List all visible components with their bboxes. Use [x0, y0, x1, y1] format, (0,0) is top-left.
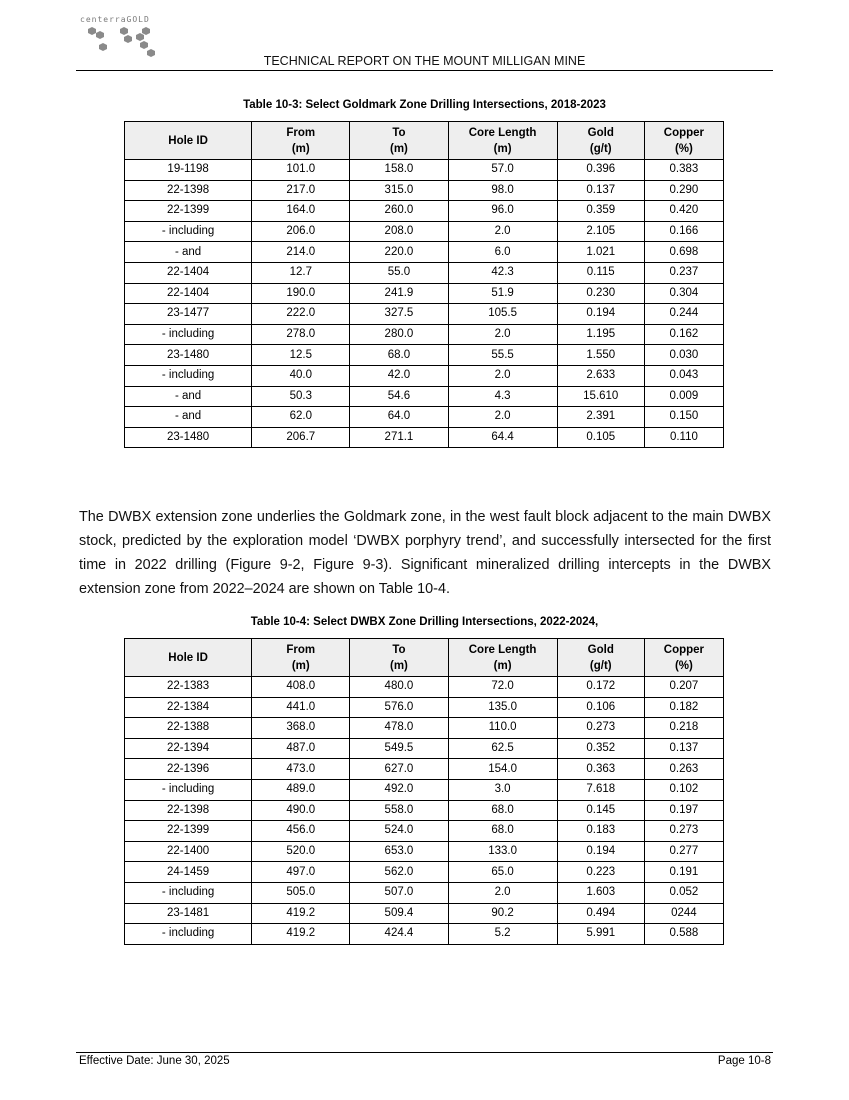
table-cell: 15.610 — [557, 386, 644, 407]
logo-wordmark: centerraGOLD — [80, 15, 150, 24]
column-header-label: From — [286, 126, 316, 139]
table-cell: 98.0 — [448, 180, 557, 201]
table-row — [125, 759, 724, 780]
goldmark-drilling-table — [124, 121, 724, 448]
table-cell: 0.396 — [557, 160, 644, 181]
table-cell: 505.0 — [252, 882, 350, 903]
table-cell: 0.237 — [644, 262, 723, 283]
table-cell: 0.009 — [644, 386, 723, 407]
table-cell: 0.218 — [644, 718, 723, 739]
column-header — [125, 122, 252, 160]
table-cell: 0.137 — [557, 180, 644, 201]
table-cell: 22-1400 — [125, 841, 252, 862]
table1-caption: Table 10-3: Select Goldmark Zone Drilling Intersections, 2018-2023 — [243, 99, 606, 111]
column-header-label: Gold — [587, 643, 614, 656]
table-cell: 220.0 — [350, 242, 448, 263]
table-row — [125, 386, 724, 407]
table-cell: 217.0 — [252, 180, 350, 201]
table-row — [125, 283, 724, 304]
table-cell: 19-1198 — [125, 160, 252, 181]
table-cell: 222.0 — [252, 304, 350, 325]
table-cell: 0.194 — [557, 304, 644, 325]
column-header — [252, 122, 350, 160]
table-cell: 62.5 — [448, 738, 557, 759]
table-row — [125, 365, 724, 386]
table-row — [125, 924, 724, 945]
table-cell: 206.7 — [252, 427, 350, 448]
column-header-unit: (%) — [674, 659, 693, 672]
table-cell: 490.0 — [252, 800, 350, 821]
table-cell: 12.7 — [252, 262, 350, 283]
column-header-unit: (m) — [493, 659, 512, 672]
table-cell: 0.290 — [644, 180, 723, 201]
table-cell: 2.633 — [557, 365, 644, 386]
dwbx-drilling-table — [124, 638, 724, 945]
table-cell: 55.0 — [350, 262, 448, 283]
column-header — [557, 122, 644, 160]
table-cell: 3.0 — [448, 779, 557, 800]
table-cell: 0.166 — [644, 221, 723, 242]
column-header-unit: (m) — [291, 142, 310, 155]
table-row — [125, 862, 724, 883]
table-cell: 65.0 — [448, 862, 557, 883]
table-cell: 456.0 — [252, 821, 350, 842]
page-number: Page 10-8 — [717, 1055, 771, 1067]
table-cell: 62.0 — [252, 407, 350, 428]
table-cell: 22-1398 — [125, 180, 252, 201]
column-header — [350, 122, 448, 160]
table-cell: 0.588 — [644, 924, 723, 945]
table-cell: 50.3 — [252, 386, 350, 407]
table-cell: 0.273 — [557, 718, 644, 739]
table-row — [125, 324, 724, 345]
table-cell: 0.162 — [644, 324, 723, 345]
table-cell: 0.304 — [644, 283, 723, 304]
table-cell: 2.105 — [557, 221, 644, 242]
table-cell: 0.172 — [557, 677, 644, 698]
table-cell: 424.4 — [350, 924, 448, 945]
table-cell: 1.603 — [557, 882, 644, 903]
table-cell: 214.0 — [252, 242, 350, 263]
table-cell: 0.191 — [644, 862, 723, 883]
column-header-unit: (m) — [291, 659, 310, 672]
table-cell: 2.0 — [448, 365, 557, 386]
table-row — [125, 800, 724, 821]
table-cell: 55.5 — [448, 345, 557, 366]
table-cell: 419.2 — [252, 903, 350, 924]
table-row — [125, 262, 724, 283]
table-cell: 4.3 — [448, 386, 557, 407]
table-cell: 0.106 — [557, 697, 644, 718]
table-cell: 489.0 — [252, 779, 350, 800]
table-cell: 260.0 — [350, 201, 448, 222]
table-cell: 509.4 — [350, 903, 448, 924]
body-paragraph: The DWBX extension zone underlies the Goldmark zone, in the west fault block adjacent to the main DWBX stock, predicted by the exploration model ‘DWBX porphyry trend’, and successfully intersected for the first time in 2022 drilling (Figure 9-2, Figure 9-3). Significant mineralized drilling intercepts in the DWBX extension zone from 2022–2024 are shown on Table 10-4. — [79, 509, 771, 597]
table-cell: 2.0 — [448, 882, 557, 903]
table-cell: 68.0 — [350, 345, 448, 366]
table-header-row — [125, 122, 724, 160]
table-cell: 68.0 — [448, 821, 557, 842]
table-row — [125, 345, 724, 366]
table-cell: 524.0 — [350, 821, 448, 842]
column-header-unit: (g/t) — [589, 659, 612, 672]
table-cell: 2.0 — [448, 324, 557, 345]
table-row — [125, 427, 724, 448]
table-cell: 5.991 — [557, 924, 644, 945]
table-cell: 0.183 — [557, 821, 644, 842]
table-row — [125, 841, 724, 862]
table-cell: 0.105 — [557, 427, 644, 448]
table-cell: 22-1388 — [125, 718, 252, 739]
table-cell: 2.391 — [557, 407, 644, 428]
table-cell: 0.223 — [557, 862, 644, 883]
table-cell: 23-1481 — [125, 903, 252, 924]
table-cell: 480.0 — [350, 677, 448, 698]
table-cell: 0.197 — [644, 800, 723, 821]
table-cell: 473.0 — [252, 759, 350, 780]
table-cell: 23-1480 — [125, 345, 252, 366]
table-row — [125, 697, 724, 718]
table-row — [125, 407, 724, 428]
table-cell: 0.383 — [644, 160, 723, 181]
column-header-label: Hole ID — [168, 651, 208, 664]
table-row — [125, 738, 724, 759]
table-cell: 22-1384 — [125, 697, 252, 718]
table-cell: 0.359 — [557, 201, 644, 222]
table-cell: 1.550 — [557, 345, 644, 366]
table-cell: 0.263 — [644, 759, 723, 780]
table-cell: 0.244 — [644, 304, 723, 325]
table-cell: 64.4 — [448, 427, 557, 448]
table-row — [125, 779, 724, 800]
table-cell: 0.420 — [644, 201, 723, 222]
table-cell: 627.0 — [350, 759, 448, 780]
table2-caption: Table 10-4: Select DWBX Zone Drilling Intersections, 2022-2024, — [250, 616, 599, 628]
table-cell: 2.0 — [448, 221, 557, 242]
table-cell: 158.0 — [350, 160, 448, 181]
column-header — [644, 122, 723, 160]
table-cell: 0.030 — [644, 345, 723, 366]
table-row — [125, 180, 724, 201]
table-cell: 7.618 — [557, 779, 644, 800]
column-header — [350, 639, 448, 677]
table-cell: 22-1396 — [125, 759, 252, 780]
table-cell: 22-1383 — [125, 677, 252, 698]
column-header-label: Copper — [663, 126, 705, 139]
table-cell: - including — [125, 365, 252, 386]
table-cell: 0.273 — [644, 821, 723, 842]
table-cell: 0.052 — [644, 882, 723, 903]
table-cell: 562.0 — [350, 862, 448, 883]
table-cell: 0.115 — [557, 262, 644, 283]
table-cell: 90.2 — [448, 903, 557, 924]
table-cell: 408.0 — [252, 677, 350, 698]
column-header-label: From — [286, 643, 316, 656]
table-cell: 23-1480 — [125, 427, 252, 448]
table-cell: 280.0 — [350, 324, 448, 345]
column-header — [557, 639, 644, 677]
table-row — [125, 242, 724, 263]
table-cell: 0.363 — [557, 759, 644, 780]
table-cell: 96.0 — [448, 201, 557, 222]
table-row — [125, 304, 724, 325]
table-cell: 135.0 — [448, 697, 557, 718]
column-header-unit: (m) — [389, 659, 408, 672]
column-header-unit: (g/t) — [589, 142, 612, 155]
table-cell: 1.021 — [557, 242, 644, 263]
table-cell: 110.0 — [448, 718, 557, 739]
table-row — [125, 201, 724, 222]
table-cell: 5.2 — [448, 924, 557, 945]
table-cell: 0.137 — [644, 738, 723, 759]
table-cell: 0.182 — [644, 697, 723, 718]
header-divider — [76, 70, 773, 71]
table-cell: 497.0 — [252, 862, 350, 883]
table-cell: 441.0 — [252, 697, 350, 718]
table-cell: 278.0 — [252, 324, 350, 345]
table-cell: 0.698 — [644, 242, 723, 263]
table-cell: 0.277 — [644, 841, 723, 862]
table-cell: - including — [125, 924, 252, 945]
column-header-label: Core Length — [468, 126, 537, 139]
table-cell: 64.0 — [350, 407, 448, 428]
column-header-label: To — [392, 126, 406, 139]
table-cell: 57.0 — [448, 160, 557, 181]
effective-date: Effective Date: June 30, 2025 — [79, 1055, 230, 1067]
table-cell: 51.9 — [448, 283, 557, 304]
table-cell: - and — [125, 386, 252, 407]
table-cell: 0.230 — [557, 283, 644, 304]
table-cell: 0.494 — [557, 903, 644, 924]
table-cell: 164.0 — [252, 201, 350, 222]
table-cell: 0.145 — [557, 800, 644, 821]
table-cell: 40.0 — [252, 365, 350, 386]
table-cell: 0.194 — [557, 841, 644, 862]
table-cell: 520.0 — [252, 841, 350, 862]
table-cell: 12.5 — [252, 345, 350, 366]
column-header-label: Gold — [587, 126, 614, 139]
column-header-unit: (m) — [389, 142, 408, 155]
table-cell: 1.195 — [557, 324, 644, 345]
table-row — [125, 821, 724, 842]
table-row — [125, 160, 724, 181]
table-cell: 653.0 — [350, 841, 448, 862]
table-cell: - and — [125, 407, 252, 428]
table-cell: 22-1399 — [125, 821, 252, 842]
column-header-label: Copper — [663, 643, 705, 656]
table-row — [125, 221, 724, 242]
table-cell: 22-1404 — [125, 262, 252, 283]
table-cell: 0.043 — [644, 365, 723, 386]
table-cell: 487.0 — [252, 738, 350, 759]
table-cell: 154.0 — [448, 759, 557, 780]
table-cell: 23-1477 — [125, 304, 252, 325]
column-header-label: To — [392, 643, 406, 656]
table-cell: 0.352 — [557, 738, 644, 759]
column-header-label: Hole ID — [168, 134, 208, 147]
column-header — [644, 639, 723, 677]
table-row — [125, 882, 724, 903]
table-cell: 54.6 — [350, 386, 448, 407]
table-cell: 0.207 — [644, 677, 723, 698]
table-cell: 105.5 — [448, 304, 557, 325]
table-cell: 0244 — [644, 903, 723, 924]
table-cell: - and — [125, 242, 252, 263]
table-cell: 22-1399 — [125, 201, 252, 222]
table-cell: 68.0 — [448, 800, 557, 821]
table-cell: 0.102 — [644, 779, 723, 800]
table-cell: 507.0 — [350, 882, 448, 903]
footer-divider — [76, 1052, 773, 1053]
table-cell: 327.5 — [350, 304, 448, 325]
table-row — [125, 718, 724, 739]
table-cell: 208.0 — [350, 221, 448, 242]
table-cell: 101.0 — [252, 160, 350, 181]
column-header — [252, 639, 350, 677]
column-header — [448, 122, 557, 160]
table-cell: 133.0 — [448, 841, 557, 862]
table-cell: 558.0 — [350, 800, 448, 821]
table-cell: 0.110 — [644, 427, 723, 448]
column-header-label: Core Length — [468, 643, 537, 656]
table-cell: 478.0 — [350, 718, 448, 739]
table-cell: - including — [125, 221, 252, 242]
column-header-unit: (m) — [493, 142, 512, 155]
table-cell: 6.0 — [448, 242, 557, 263]
table-header-row — [125, 639, 724, 677]
table-cell: 576.0 — [350, 697, 448, 718]
table-cell: 315.0 — [350, 180, 448, 201]
table-cell: 549.5 — [350, 738, 448, 759]
table-cell: 492.0 — [350, 779, 448, 800]
column-header-unit: (%) — [674, 142, 693, 155]
table-cell: 0.150 — [644, 407, 723, 428]
column-header — [125, 639, 252, 677]
table-cell: 241.9 — [350, 283, 448, 304]
table-cell: 22-1404 — [125, 283, 252, 304]
table-cell: 24-1459 — [125, 862, 252, 883]
table-row — [125, 677, 724, 698]
table-cell: - including — [125, 779, 252, 800]
table-cell: 206.0 — [252, 221, 350, 242]
table-cell: 42.0 — [350, 365, 448, 386]
table-cell: - including — [125, 882, 252, 903]
table-cell: - including — [125, 324, 252, 345]
table-cell: 368.0 — [252, 718, 350, 739]
table-cell: 42.3 — [448, 262, 557, 283]
report-header-title: TECHNICAL REPORT ON THE MOUNT MILLIGAN MINE — [263, 54, 586, 68]
table-cell: 190.0 — [252, 283, 350, 304]
table-row — [125, 903, 724, 924]
table-cell: 419.2 — [252, 924, 350, 945]
table-cell: 72.0 — [448, 677, 557, 698]
table-cell: 22-1394 — [125, 738, 252, 759]
table-cell: 271.1 — [350, 427, 448, 448]
column-header — [448, 639, 557, 677]
table-cell: 2.0 — [448, 407, 557, 428]
table-cell: 22-1398 — [125, 800, 252, 821]
